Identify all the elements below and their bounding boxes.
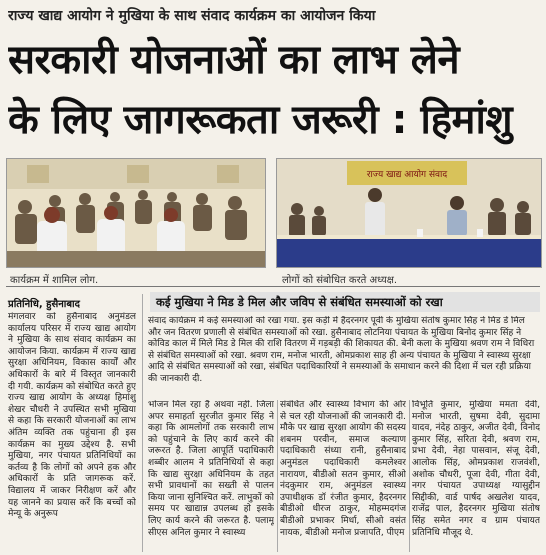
right-photo-caption: लोगों को संबोधित करते अध्यक्ष. [282, 275, 398, 286]
kicker-line: राज्य खाद्य आयोग ने मुखिया के साथ संवाद कार्यक्रम का आयोजन किया [8, 8, 376, 24]
article-column-4: विभूति कुमार, मुखिया ममता देवी, मनोज भारती, सुषमा देवी, सुदामा यादव, नंदेह ठाकुर, अजीत देवी, विनोद कुमार सिंह, सरिता देवी, श्रवण राम, प्रभा देवी, नेहा पासवान, संजू देवी, आलोक सिंह, ओमप्रकाश राजवंशी, अशोक चौधरी, पूजा देवी, गीता देवी, नगर पंचायत उपाध्यक्ष ग्यासुद्दीन सिद्दीकी, वार्ड पार्षद अखलेश यादव, राजेंद्र पाल, हैदरनगर मुखिया संतोष सिंह समेत नगर व ग्राम पंचायत प्रतिनिधि मौजूद थे. [412, 400, 540, 538]
audience-photo [6, 158, 266, 268]
column-rule [142, 294, 143, 552]
article-column-2: भोजन मिल रहा है अथवा नहीं. जिला अपर समाहर्ता सुरजीत कुमार सिंह ने कहा कि आमलोगों तक सरकारी लाभ को पहुंचाने के लिए कार्य करने की जरूरत है. जिला आपूर्ति पदाधिकारी शब्बीर आलम ने प्रतिनिधियों से कहा कि खाद्य सुरक्षा अधिनियम के तहत सभी प्रावधानों का सख्ती से पालन किया जाना सुनिश्चित करें. लाभुकों को समय पर खाद्यान्न उपलब्ध हो इसके लिए कार्य करने की जरूरत है. पलामू सीएस अनिल कुमार ने स्वास्थ्य [148, 400, 274, 538]
left-photo-caption: कार्यक्रम में शामिल लोग. [10, 275, 99, 286]
column-rule [409, 400, 410, 552]
section-divider [6, 286, 540, 287]
intro-paragraph: संवाद कार्यक्रम में कई समस्याओं को रखा गया. इस कड़ी में हैदरनगर पूर्वी के मुखिया संतोष कुमार सिंह ने मिड डे मिल और जन वितरण प्रणाली से संबंधित समस्याओं को रखा. हुसैनाबाद लोटनिया पंचायत के मुखिया बिनोद कुमार सिंह ने कोविड काल में मिले मिड डे मिल की राशि वितरण में गड़बड़ी की शिकायत की. बेनी कला के मुखिया श्रवण राम ने विधिरा से संबंधित समस्याओं को रखा. श्रवण राम, मनोज भारती, ओमप्रकाश साह ही अन्य पंचायत के मुखिया ने स्वास्थ्य सुरक्षा आदि से संबंधित समस्याओं को रखा, संबंधित पदाधिकारियों ने समस्याओं के समाधान करने की दिशा में चल रही प्रक्रिया की जानकारी दी. [148, 316, 535, 384]
article-column-1: मंगलवार को हुसैनाबाद अनुमंडल कार्यालय परिसर में राज्य खाद्य आयोग ने मुखिया के साथ संवाद कार्यक्रम का आयोजन किया. कार्यक्रम में राज्य खाद्य सुरक्षा अधिनियम, विकास कार्यों और अधिकारों के बारे में विस्तृत जानकारी दी गयी. कार्यक्रम को संबोधित करते हुए राज्य खाद्य आयोग के अध्यक्ष हिमांशु शेखर चौधरी ने उपस्थित सभी मुखिया से कहा कि सरकारी योजनाओं का लाभ अंतिम व्यक्ति तक पहुंचाना ही इस कार्यक्रम का मुख्य उद्देश्य है. सभी मुखिया, नगर पंचायत प्रतिनिधियों का कर्तव्य है कि लोगों को अपने हक और अधिकारों के प्रति जागरूक करें. विद्यालय में जाकर निरीक्षण करें और यह जानने का प्रयास करें कि बच्चों को मेन्यू के अनुरूप [8, 312, 136, 520]
article-column-3: संबंधित और स्वास्थ्य विभाग की ओर से चल रही योजनाओं की जानकारी दी. मौके पर खाद्य सुरक्षा आयोग की सदस्य शबनम परवीन, समाज कल्याण पदाधिकारी संध्या रानी, हुसैनाबाद अनुमंडल पदाधिकारी कमलेश्वर नारायण, बीडीओ सतन कुमार, सीओ नंदकुमार राम, अनुमंडल स्वास्थ्य उपाधीक्षक डॉ रंजीत कुमार, हैदरनगर बीडीओ धीरज ठाकुर, मोहम्मदगंज बीडीओ प्रभाकर मिर्धा, सीओ वसंत नायक, बीडीओ मनोज प्रजापति, पीएम [280, 400, 406, 538]
headline-line-2: के लिए जागरूकता जरूरी : हिमांशु [8, 97, 513, 143]
column-rule [277, 400, 278, 552]
stage-banner-text: राज्य खाद्य आयोग संवाद [366, 170, 448, 180]
subheading: कई मुखिया ने मिड डे मिल और जविप से संबंधित समस्याओं को रखा [150, 292, 540, 312]
byline: प्रतिनिधि, हुसैनाबाद [8, 299, 80, 310]
headline-line-1: सरकारी योजनाओं का लाभ लेने [8, 37, 460, 83]
stage-photo [276, 158, 542, 268]
